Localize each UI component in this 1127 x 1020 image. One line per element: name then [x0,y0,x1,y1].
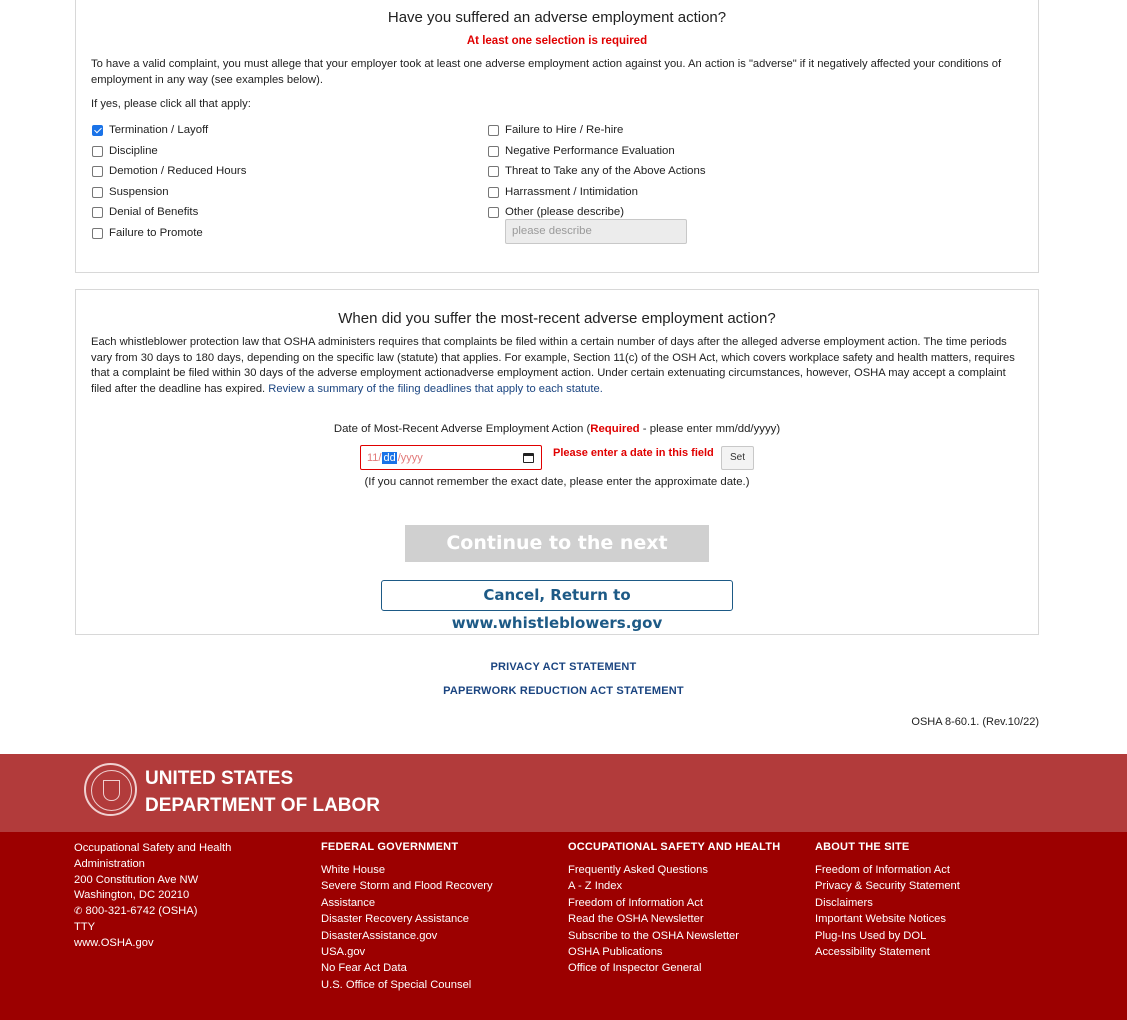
deadline-text: Each whistleblower protection law that OSHA administers requires that complaints be filed within a certain number of days after the alleged adverse employment action. The time periods vary from 30 days to 180 days, depending on the specific law (statute) that applies. For example, Section 11(c) of the OSH Act, which covers workplace safety and health matters, requires that a complaint be filed within 30 days of the adverse employment actionadverse employment action. Under certain extenuating circumstances, however, OSHA may accept a complaint filed after the deadline has expired. [91,336,1015,395]
phone-line[interactable]: ✆ 800-321-6742 (OSHA) [74,904,231,920]
checkbox-label: Failure to Hire / Re-hire [505,124,624,136]
footer-federal-column [321,841,493,993]
checkbox-box[interactable] [92,166,103,177]
date-month-segment[interactable]: 11 [367,451,379,464]
phone-icon: ✆ [74,906,83,918]
continue-button[interactable]: Continue to the next [405,525,709,562]
recent-action-section [75,289,1039,635]
checkbox-threat[interactable] [488,164,706,178]
deadline-explanation [91,335,1026,397]
tty-link[interactable]: TTY [74,920,96,933]
footer-link[interactable]: Privacy & Security Statement [815,880,960,893]
date-day-segment[interactable]: dd [383,451,396,464]
footer-link[interactable]: White House [321,864,386,876]
footer-link[interactable]: Plug-Ins Used by DOL [815,929,927,942]
checkbox-negative-evaluation[interactable] [488,144,675,158]
footer-contact [74,841,231,952]
click-all-prompt: If yes, please click all that apply: [91,98,251,110]
about-heading: ABOUT THE SITE [815,841,910,853]
footer-link[interactable]: Read the OSHA Newsletter [568,913,704,926]
adverse-action-title: Have you suffered an adverse employment action? [387,9,727,26]
checkbox-demotion-reduced-hours[interactable] [92,164,246,178]
checkbox-label: Failure to Promote [109,227,203,239]
checkbox-box[interactable] [488,146,499,157]
date-year-segment[interactable]: yyyy [400,451,423,464]
checkbox-box[interactable] [92,125,103,136]
privacy-act-link[interactable]: PRIVACY ACT STATEMENT [490,661,637,673]
footer-link[interactable]: Subscribe to the OSHA Newsletter [568,929,739,942]
checkbox-label: Demotion / Reduced Hours [109,165,247,177]
checkbox-label: Other (please describe) [505,206,625,218]
checkbox-box[interactable] [92,187,103,198]
dol-seal-icon[interactable] [84,763,137,816]
adverse-action-section [75,0,1039,273]
required-selection-note: At least one selection is required [466,35,648,47]
checkbox-other[interactable] [488,205,624,219]
checkbox-box[interactable] [92,228,103,239]
date-error-message: Please enter a date in this field [553,447,714,459]
checkbox-failure-to-promote[interactable] [92,226,203,240]
osha-website-link[interactable]: www.OSHA.gov [74,936,154,949]
footer-link[interactable]: Disclaimers [815,896,873,909]
checkbox-denial-of-benefits[interactable] [92,205,198,219]
footer-link[interactable]: Important Website Notices [815,913,946,926]
footer-link[interactable]: Assistance [321,896,376,909]
checkbox-box[interactable] [488,207,499,218]
footer-link[interactable]: Freedom of Information Act [815,864,950,876]
checkbox-label: Discipline [109,145,158,157]
site-footer [0,832,1127,1020]
date-field-label: Date of Most-Recent Adverse Employment Action (Required - please enter mm/dd/yyyy) [333,423,781,435]
filing-deadlines-link[interactable]: Review a summary of the filing deadlines that apply to each statute. [268,382,603,395]
dol-name-line2: DEPARTMENT OF LABOR [145,795,381,816]
checkbox-label: Threat to Take any of the Above Actions [505,165,706,177]
footer-link[interactable]: Accessibility Statement [815,946,931,959]
footer-osh-column [568,841,780,977]
address-line: Occupational Safety and Health [74,842,232,854]
other-describe-input[interactable]: please describe [505,219,687,244]
footer-about-column [815,841,960,960]
footer-link[interactable]: Office of Inspector General [568,962,702,975]
address-line: 200 Constitution Ave NW [74,873,199,886]
checkbox-box[interactable] [488,187,499,198]
federal-heading: FEDERAL GOVERNMENT [321,841,459,853]
cancel-return-button[interactable]: Cancel, Return to www.whistleblowers.gov [381,580,733,611]
checkbox-termination-layoff[interactable] [92,123,208,137]
address-line: Washington, DC 20210 [74,889,190,902]
footer-link[interactable]: Severe Storm and Flood Recovery [321,880,493,893]
adverse-intro-text: To have a valid complaint, you must allege that your employer took at least one adverse employment action against you. An action is "adverse" if it negatively affected your conditions of employment in any way (see examples below). [91,58,1002,86]
checkbox-suspension[interactable] [92,185,169,199]
paperwork-reduction-link[interactable]: PAPERWORK REDUCTION ACT STATEMENT [443,685,684,697]
checkbox-label: Termination / Layoff [109,124,209,136]
checkbox-box[interactable] [488,166,499,177]
footer-link[interactable]: A - Z Index [568,880,623,893]
footer-link[interactable]: USA.gov [321,946,366,959]
footer-link[interactable]: Freedom of Information Act [568,896,703,909]
address-line: Administration [74,857,145,870]
osh-heading: OCCUPATIONAL SAFETY AND HEALTH [568,841,781,853]
checkbox-box[interactable] [488,125,499,136]
set-date-button[interactable]: Set [721,446,754,470]
checkbox-discipline[interactable] [92,144,158,158]
checkbox-label: Denial of Benefits [109,206,199,218]
recent-action-title: When did you suffer the most-recent adverse employment action? [338,310,776,327]
dol-name[interactable] [145,765,380,819]
adverse-action-date-input[interactable]: 11 / dd / yyyy [360,445,542,470]
checkbox-label: Suspension [109,186,169,198]
checkbox-failure-to-hire[interactable] [488,123,623,137]
checkbox-label: Negative Performance Evaluation [505,145,675,157]
footer-link[interactable]: Frequently Asked Questions [568,864,708,876]
footer-link[interactable]: OSHA Publications [568,946,663,959]
footer-link[interactable]: U.S. Office of Special Counsel [321,978,472,991]
form-number: OSHA 8-60.1. (Rev.10/22) [911,716,1039,728]
checkbox-label: Harrassment / Intimidation [505,186,638,198]
dol-name-line1: UNITED STATES [145,768,294,789]
calendar-icon[interactable] [523,453,534,463]
checkbox-harassment[interactable] [488,185,638,199]
checkbox-box[interactable] [92,146,103,157]
footer-link[interactable]: No Fear Act Data [321,962,407,975]
approximate-date-note: (If you cannot remember the exact date, please enter the approximate date.) [364,476,750,488]
footer-link[interactable]: Disaster Recovery Assistance [321,913,469,926]
footer-link[interactable]: DisasterAssistance.gov [321,929,438,942]
checkbox-box[interactable] [92,207,103,218]
required-label: Required [590,423,640,435]
